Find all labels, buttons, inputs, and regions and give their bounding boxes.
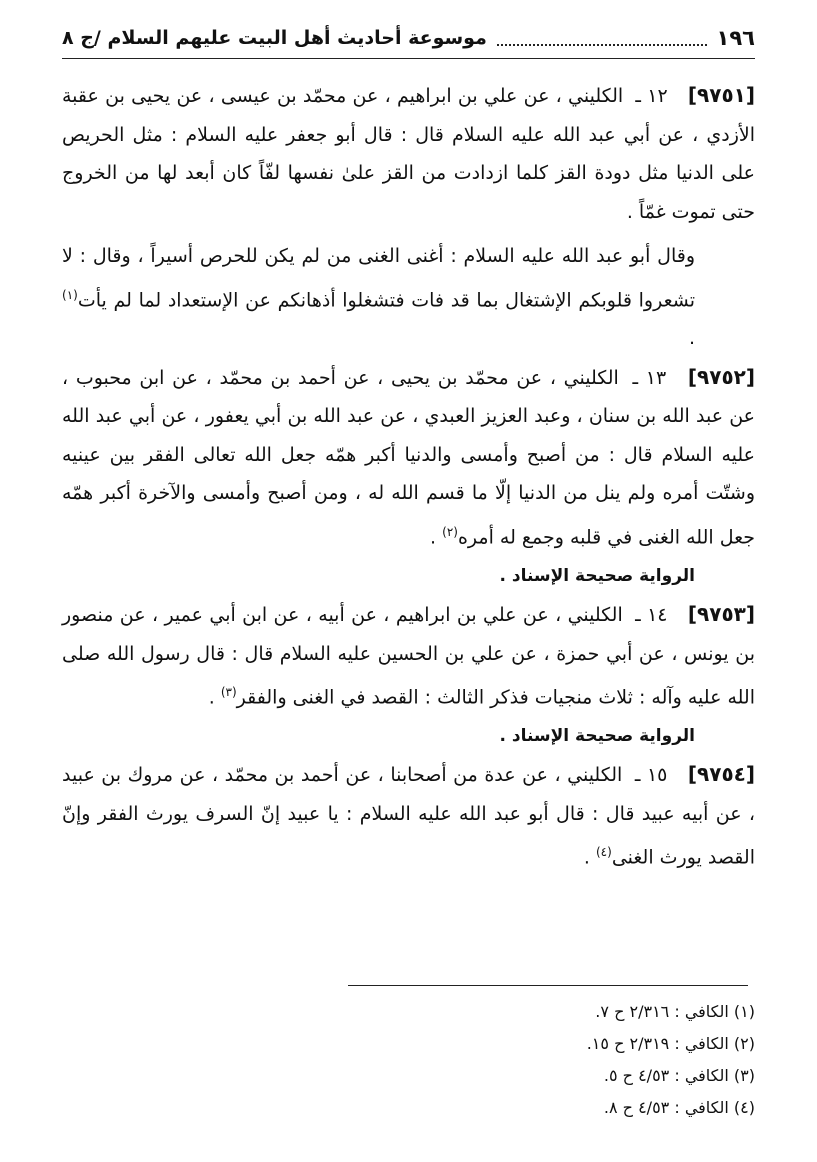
- hadith-text: الكليني ، عن علي بن ابراهيم ، عن محمّد بن عيسى ، عن يحيى بن عقبة الأزدي ، عن أبي عبد الله عليه السلام قال : قال أبو جعفر عليه السلام : مثل الحريص على الدنيا مثل دودة القز كلما ازدادت من القز علىٰ نفسها لفّاً كان أبعد لها من الخروج حتى تموت غمّاً: [62, 85, 755, 223]
- chain-verdict: الرواية صحيحة الإسناد .: [499, 725, 695, 746]
- footnote-ref: (١): [62, 287, 78, 302]
- page-body: [62, 76, 755, 877]
- footnote: (٢) الكافي : ٢/٣١٩ ح ١٥.: [586, 1034, 755, 1053]
- header-dot-leader: [497, 30, 707, 46]
- hadith-number: [٩٧٥٢]: [687, 364, 755, 389]
- page-header: [62, 22, 755, 54]
- hadith-continuation: وقال أبو عبد الله عليه السلام : أغنى الغنى من لم يكن للحرص أسيراً ، وقال : لا تشعروا قلوبكم الإشتغال بما قد فات فتشغلوا أذهانكم عن الإستعداد لما لم يأت$^{(١)}$ .: [62, 245, 695, 350]
- hadith-continuation-text: وقال أبو عبد الله عليه السلام : أغنى الغنى من لم يكن للحرص أسيراً ، وقال : لا تشعروا قلوبكم الإشتغال بما قد فات فتشغلوا أذهانكم عن الإستعداد لما لم يأت: [62, 245, 695, 311]
- book-title: موسوعة أحاديث أهل البيت عليهم السلام /ج ٨: [62, 27, 487, 49]
- hadith-sequence: ١٢ ـ: [635, 85, 668, 107]
- footnote: (١) الكافي : ٢/٣١٦ ح ٧.: [595, 1002, 755, 1021]
- hadith-number: [٩٧٥٤]: [687, 762, 756, 787]
- hadith-entry: [٩٧٥٢] ١٣ ـ الكليني ، عن محمّد بن يحيى ، عن أحمد بن محمّد ، عن ابن محبوب ، عن عبد الله بن سنان ، وعبد العزيز العبدي ، عن عبد الله بن أبي يعفور ، عن أبي عبد الله عليه السلام قال : من أصبح وأمسى والدنيا أكبر همّه جعل الله تعالى الفقر بين عينيه وشتّت أمره ولم ينل من الدنيا إلّا ما قسم الله له ، ومن أصبح وأمسى والآخرة أكبر همّه جعل الله الغنى في قلبه وجمع له أمره$^{(٢)}$ .: [62, 364, 755, 549]
- hadith-text: الكليني ، عن محمّد بن يحيى ، عن أحمد بن محمّد ، عن ابن محبوب ، عن عبد الله بن سنان ، وعبد العزيز العبدي ، عن عبد الله بن أبي يعفور ، عن أبي عبد الله عليه السلام قال : من أصبح وأمسى والدنيا أكبر همّه جعل الله تعالى الفقر بين عينيه وشتّت أمره ولم ينل من الدنيا إلّا ما قسم الله له ، ومن أصبح وأمسى والآخرة أكبر همّه جعل الله الغنى في قلبه وجمع له أمره: [62, 366, 755, 549]
- hadith-entry: [٩٧٥٣] ١٤ ـ الكليني ، عن علي بن ابراهيم ، عن أبيه ، عن ابن أبي عمير ، عن منصور بن يونس ، عن أبي حمزة ، عن علي بن الحسين عليه السلام قال : قال رسول الله صلى الله عليه وآله : ثلاث منجيات فذكر الثالث : القصد في الغنى والفقر$^{(٣)}$ .: [62, 602, 756, 709]
- footnote-ref: (٤): [595, 845, 612, 860]
- hadith-sequence: ١٥ ـ: [634, 764, 668, 787]
- hadith-number: [٩٧٥٣]: [687, 602, 756, 627]
- hadith-text: الكليني ، عن علي بن ابراهيم ، عن أبيه ، عن ابن أبي عمير ، عن منصور بن يونس ، عن أبي حمزة ، عن علي بن الحسين عليه السلام قال : قال رسول الله صلى الله عليه وآله : ثلاث منجيات فذكر الثالث : القصد في الغنى والفقر: [62, 604, 755, 709]
- chain-verdict: الرواية صحيحة الإسناد .: [499, 565, 695, 586]
- footnote-divider: [348, 985, 748, 986]
- footnote-ref: (٣): [220, 685, 237, 700]
- hadith-text: الكليني ، عن عدة من أصحابنا ، عن أحمد بن محمّد ، عن مروك بن عبيد ، عن أبيه عبيد قال : قال أبو عبد الله عليه السلام : يا عبيد إنّ السرف يورث الفقر وإنّ القصد يورث الغنى: [62, 764, 755, 869]
- footnotes: [62, 996, 755, 1124]
- footnote: (٣) الكافي : ٤/٥٣ ح ٥.: [603, 1066, 755, 1085]
- page-number: ١٩٦: [716, 26, 755, 50]
- hadith-sequence: ١٤ ـ: [635, 604, 668, 627]
- header-divider: [62, 58, 755, 59]
- footnote: (٤) الكافي : ٤/٥٣ ح ٨.: [603, 1098, 755, 1117]
- footnote-ref: (٢): [442, 524, 458, 539]
- hadith-sequence: ١٣ ـ: [632, 366, 667, 389]
- hadith-entry: [٩٧٥٤] ١٥ ـ الكليني ، عن عدة من أصحابنا ، عن أحمد بن محمّد ، عن مروك بن عبيد ، عن أبيه عبيد قال : قال أبو عبد الله عليه السلام : يا عبيد إنّ السرف يورث الفقر وإنّ القصد يورث الغنى$^{(٤)}$ .: [62, 762, 756, 869]
- hadith-entry: [٩٧٥١] ١٢ ـ الكليني ، عن علي بن ابراهيم ، عن محمّد بن عيسى ، عن يحيى بن عقبة الأزدي ، عن أبي عبد الله عليه السلام قال : قال أبو جعفر عليه السلام : مثل الحريص على الدنيا مثل دودة القز كلما ازدادت من القز علىٰ نفسها لفّاً كان أبعد لها من الخروج حتى تموت غمّاً .: [62, 83, 756, 223]
- hadith-number: [٩٧٥١]: [687, 83, 756, 107]
